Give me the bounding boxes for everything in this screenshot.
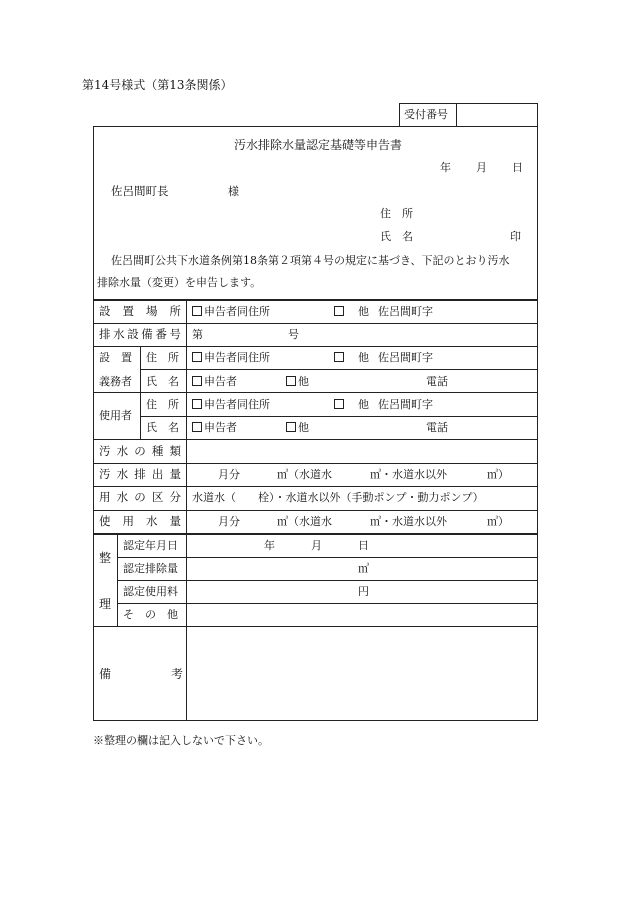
footnote: ※整理の欄は記入しないで下さい。 <box>93 734 269 747</box>
declaration-line-2: 排除水量（変更）を申告します。 <box>97 276 262 289</box>
date-year: 年 <box>440 161 451 174</box>
checkbox-icon <box>192 306 202 316</box>
installer-group-label: 設 置 <box>99 351 132 364</box>
admin-label-bottom: 理 <box>99 597 112 611</box>
remarks-field[interactable] <box>190 630 535 718</box>
discharge-unit-close: ㎥） <box>487 468 509 481</box>
receipt-number-field[interactable] <box>460 109 534 123</box>
installer-address-label: 住 所 <box>146 351 179 364</box>
user-phone-label: 電話 <box>426 421 448 434</box>
declaration-line-1: 佐呂間町公共下水道条例第18条第２項第４号の規定に基づき、下記のとおり汚水 <box>111 254 510 267</box>
checkbox-icon <box>192 399 202 409</box>
installer-address-other[interactable]: 他 <box>334 352 369 363</box>
usage-per-month: 月分 <box>218 515 240 528</box>
applicant-address-field[interactable] <box>415 205 533 221</box>
cert-date-year: 年 <box>264 539 275 552</box>
checkbox-icon <box>192 376 202 386</box>
seal-mark: 印 <box>510 230 521 243</box>
user-name-label: 氏 名 <box>146 421 179 434</box>
installer-town: 佐呂間町字 <box>378 351 433 364</box>
user-address-label: 住 所 <box>146 398 179 411</box>
checkbox-icon <box>334 352 344 362</box>
location-option-same-address[interactable]: 申告者同住所 <box>192 306 270 317</box>
applicant-name-field[interactable] <box>415 228 505 244</box>
user-name-other[interactable]: 他 <box>286 422 309 433</box>
usage-label: 使 用 水 量 <box>99 514 181 528</box>
equipment-number-prefix: 第 <box>192 328 203 341</box>
checkbox-icon <box>192 422 202 432</box>
checkbox-icon <box>286 422 296 432</box>
equipment-number-label: 排 水 設 備 番 号 <box>99 327 181 341</box>
sewage-type-label: 汚 水 の 種 類 <box>99 444 181 458</box>
user-name-applicant[interactable]: 申告者 <box>192 422 237 433</box>
installer-group-label-2: 義務者 <box>99 375 132 388</box>
receipt-label: 受付番号 <box>404 108 448 121</box>
sewage-type-field[interactable] <box>190 442 535 460</box>
installer-name-applicant[interactable]: 申告者 <box>192 376 237 387</box>
usage-unit-tap: ㎥（水道水 <box>277 515 332 528</box>
checkbox-icon <box>192 352 202 362</box>
applicant-name-label: 氏 名 <box>380 230 413 243</box>
form-number: 第14号様式（第13条関係） <box>82 78 233 92</box>
cert-date-month: 月 <box>311 539 322 552</box>
user-address-same[interactable]: 申告者同住所 <box>192 399 270 410</box>
water-class-text: 水道水（ 栓）・水道水以外（手動ポンプ・動力ポンプ） <box>192 491 484 504</box>
addressee-honorific: 様 <box>228 185 239 198</box>
date-month: 月 <box>476 161 487 174</box>
date-day: 日 <box>512 161 523 174</box>
remarks-label-right: 考 <box>171 667 184 681</box>
water-class-label: 用 水 の 区 分 <box>99 490 181 504</box>
checkbox-icon <box>334 399 344 409</box>
user-address-other[interactable]: 他 <box>334 399 369 410</box>
installer-phone-label: 電話 <box>426 375 448 388</box>
usage-unit-close: ㎥） <box>487 515 509 528</box>
location-label: 設 置 場 所 <box>99 304 181 318</box>
location-town: 佐呂間町字 <box>378 305 433 318</box>
cert-date-day: 日 <box>358 539 369 552</box>
user-group-label: 使用者 <box>99 409 132 422</box>
discharge-label: 汚 水 排 出 量 <box>99 467 181 481</box>
checkbox-icon <box>334 306 344 316</box>
form-title: 汚水排除水量認定基礎等申告書 <box>234 138 403 152</box>
installer-name-label: 氏 名 <box>146 375 179 388</box>
location-option-other[interactable]: 他 <box>334 306 369 317</box>
other-label: そ の 他 <box>123 608 178 621</box>
installer-address-same[interactable]: 申告者同住所 <box>192 352 270 363</box>
usage-unit-nontap: ㎥・水道水以外 <box>370 515 447 528</box>
cert-fee-unit: 円 <box>358 585 369 598</box>
applicant-address-label: 住 所 <box>380 207 413 220</box>
remarks-label-left: 備 <box>99 667 112 681</box>
user-town: 佐呂間町字 <box>378 398 433 411</box>
cert-date-label: 認定年月日 <box>123 539 178 552</box>
equipment-number-suffix: 号 <box>288 328 299 341</box>
discharge-per-month: 月分 <box>218 468 240 481</box>
checkbox-icon <box>286 376 296 386</box>
cert-fee-label: 認定使用料 <box>123 585 178 598</box>
discharge-unit-nontap: ㎥・水道水以外 <box>370 468 447 481</box>
discharge-unit-tap: ㎥（水道水 <box>277 468 332 481</box>
cert-volume-unit: ㎥ <box>358 562 369 575</box>
installer-name-other[interactable]: 他 <box>286 376 309 387</box>
addressee: 佐呂間町長 <box>111 184 169 198</box>
cert-volume-label: 認定排除量 <box>123 562 178 575</box>
admin-label-top: 整 <box>99 551 112 565</box>
